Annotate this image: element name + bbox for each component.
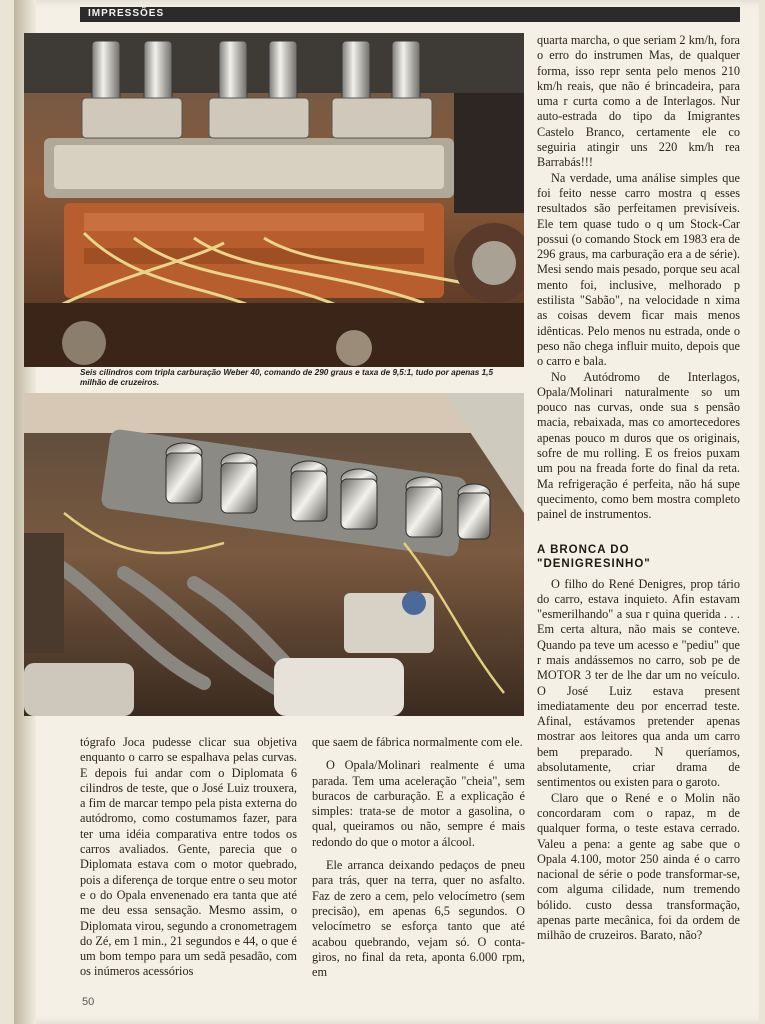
bottom-middle-paragraph-3: Ele arranca deixando pedaços de pneu para trás, quer na terra, quer no asfalto. Faz de zero a cem, pelo velocímetro (sem precisão), em apenas 6,5 segundos. O velocímetro se esforça tanto que até acabou quebrando, vejam só. O conta-giros, no final da reta, aponta 6.000 rpm, em — [312, 858, 525, 980]
article-column-bottom-left — [80, 735, 297, 990]
engine-photo-bottom — [24, 393, 524, 716]
engine-photo-top — [24, 33, 524, 367]
right-paragraph-2: Na verdade, uma análise simples que foi feito nesse carro mostra q esses resultados são perfeitamen previsíveis. Ele tem quase tudo o q um Stock-Car possui (o comando Stock em 1983 era de 296 graus, ma carburação era a de série). Mesi sendo mais pesado, porque seu acal mento foi, inclusive, melhorado p estilista "Sabão", na velocidade n xima as coisas devem ficar mais menos idênticas. Pelo menos nu estrada, onde o peso não chega influir muito, depois que o carro e bala. — [537, 170, 740, 369]
section-header — [80, 7, 740, 22]
engine-photo-top-image — [24, 33, 524, 367]
section-title: IMPRESSÕES — [88, 8, 165, 19]
bottom-middle-paragraph-2: O Opala/Molinari realmente é uma parada. Tem uma aceleração "cheia", sem buracos de carburação. E a explicação é simples: trata-se de motor a gasolina, o qual, queiramos ou não, sempre é mais redondo do que o motor a álcool. — [312, 758, 525, 849]
bottom-middle-paragraph-1: que saem de fábrica normalmente com ele. — [312, 735, 523, 749]
subheading-line-1: A BRONCA DO — [537, 543, 630, 556]
right-paragraph-4: O filho do René Denigres, prop tário do carro, estava inquieto. Afin estavam "esmerilhando" a sua r quina querida . . . Em certa altura, não mais se conteve. Quando pa teve um acesso e "pediu" que r mais andássemos no carro, sob pe de MOTOR 3 ter de lhe dar um no veículo. O José Luiz estava present imediatamente deu por encerrad teste. Afinal, estávamos pretender apenas mostrar aos leitores qua anda um carro bem preparado. N queríamos, absolutamente, criar drama de sentimentos ou existen para o garoto. — [537, 576, 740, 790]
bottom-left-paragraph-1: tógrafo Joca pudesse clicar sua objetiva enquanto o carro se espalhava pelas curvas. E depois fui andar com o Diplomata 6 cilindros de teste, que o José Luiz trouxera, a fim de marcar tempo pela pista externa do autódromo, como costumamos fazer, para ter uma idéia comparativa entre todos os carros avaliados. Gente, parecia que o Diplomata estava com o motor quebrado, pois a diferença de torque entre o seu motor e o do Opala envenenado era tanta que até me deu essa sensação. Mesmo assim, o Diplomata virou, segundo a cronometragem do Zé, em 1 min., 21 segundos e 44, o que é um bom tempo para um sedã pesadão, com os inúmeros acessórios — [80, 735, 297, 979]
subheading-line-2: "DENIGRESINHO" — [537, 557, 651, 570]
photo-caption: Seis cilindros com tripla carburação Weber 40, comando de 290 graus e taxa de 9,5:1, tudo por apenas 1,5 milhão de cruzeiros. — [80, 368, 494, 387]
right-paragraph-5: Claro que o René e o Molin não concordaram com o rapaz, m de qualquer forma, o teste estava cerrado. Valeu a pena: a gente ag sabe que o Opala 4.100, motor 250 ainda é o carro nacional de série o pode transformar-se, com alguma cilidade, num tremendo bólido. custo dessa transformação, apenas parte mecânica, foi da ordem de milhão de cruzeiros. Barato, não? — [537, 790, 740, 943]
right-paragraph-3: No Autódromo de Interlagos, Opala/Molinari naturalmente so um pouco nas curvas, onde sua s pensão macia, rebaixada, mas co amortecedores apenas pouco m duros que os originais, sofre de mu rolling. E os freios puxam um pou na freada forte do final da reta. Ma refrigeração é perfeita, não há supe quecimento, como bem mostra completo painel de instrumentos. — [537, 369, 740, 522]
page-number: 50 — [82, 996, 95, 1008]
subheading — [537, 543, 740, 571]
right-paragraph-1: quarta marcha, o que seriam 2 km/h, fora o erro do instrumen Mas, de qualquer forma, isso repr senta pelo menos 210 km/h reais, que não é brincadeira, para uma r curta como a de Interlagos. Nur auto-estrada do tipo da Imigrantes Castelo Branco, certamente ele co seguiria atingir uns 220 km/h rea Barrabás!!! — [537, 33, 740, 170]
engine-photo-bottom-image — [24, 393, 524, 716]
article-column-bottom-middle — [312, 735, 525, 990]
article-column-right — [537, 33, 740, 988]
